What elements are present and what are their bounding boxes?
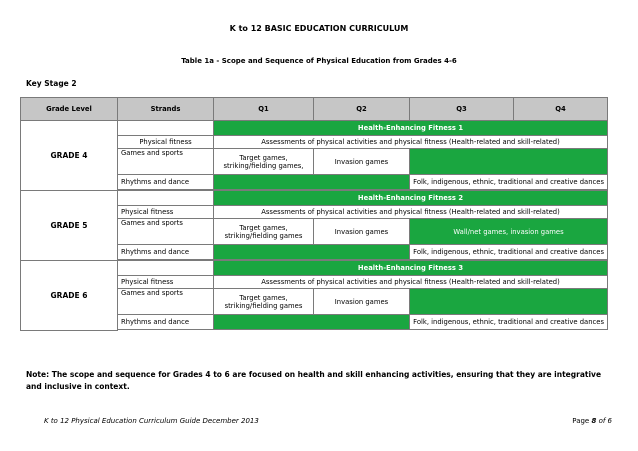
q34-games-cell bbox=[410, 289, 608, 315]
page-title: K to 12 BASIC EDUCATION CURRICULUM bbox=[229, 24, 409, 33]
strand-games: Games and sports bbox=[118, 219, 214, 245]
q12-dance-cell bbox=[214, 175, 410, 190]
fitness-header: Health-Enhancing Fitness 1 bbox=[214, 121, 608, 136]
strand-games: Games and sports bbox=[118, 149, 214, 175]
strand-physical-fitness: Physical fitness bbox=[118, 276, 214, 289]
strand-rhythms: Rhythms and dance bbox=[118, 175, 214, 190]
assessment-cell: Assessments of physical activities and physical fitness (Health-related and skill-related) bbox=[214, 136, 608, 149]
dance-cell: Folk, indigenous, ethnic, traditional and creative dances bbox=[410, 315, 608, 330]
fitness-header-row bbox=[21, 121, 608, 136]
grade-label: GRADE 6 bbox=[21, 261, 118, 331]
header-q3: Q3 bbox=[410, 98, 514, 121]
grade-label: GRADE 5 bbox=[21, 191, 118, 261]
q1-games-cell: Target games, striking/fielding games bbox=[214, 219, 314, 245]
dance-cell: Folk, indigenous, ethnic, traditional and creative dances bbox=[410, 245, 608, 260]
header-q2: Q2 bbox=[314, 98, 410, 121]
q2-games-cell: Invasion games bbox=[314, 289, 410, 315]
strand-rhythms: Rhythms and dance bbox=[118, 245, 214, 260]
page-suffix: of 6 bbox=[596, 417, 612, 425]
strand-rhythms: Rhythms and dance bbox=[118, 315, 214, 330]
header-grade-level: Grade Level bbox=[21, 98, 118, 121]
grade-label: GRADE 4 bbox=[21, 121, 118, 191]
q34-games-cell: Wall/net games, invasion games bbox=[410, 219, 608, 245]
key-stage-label: Key Stage 2 bbox=[26, 79, 77, 88]
assessment-cell: Assessments of physical activities and physical fitness (Health-related and skill-related) bbox=[214, 206, 608, 219]
q12-dance-cell bbox=[214, 245, 410, 260]
page-current: 8 bbox=[591, 417, 597, 425]
fitness-header: Health-Enhancing Fitness 3 bbox=[214, 261, 608, 276]
header-q4: Q4 bbox=[514, 98, 608, 121]
fitness-header-row bbox=[21, 191, 608, 206]
q2-games-cell: Invasion games bbox=[314, 149, 410, 175]
strand-games: Games and sports bbox=[118, 289, 214, 315]
footer-guide-title: K to 12 Physical Education Curriculum Guide December 2013 bbox=[44, 417, 259, 425]
q34-games-cell bbox=[410, 149, 608, 175]
strand-physical-fitness: Physical fitness bbox=[118, 136, 214, 149]
footer-page-number bbox=[572, 417, 612, 425]
page-prefix: Page bbox=[572, 417, 592, 425]
scope-sequence-table bbox=[20, 97, 608, 331]
fitness-header: Health-Enhancing Fitness 2 bbox=[214, 191, 608, 206]
fitness-header-row bbox=[21, 261, 608, 276]
table-header-row bbox=[21, 98, 608, 121]
table-note: Note: The scope and sequence for Grades 4 to 6 are focused on health and skill enhancing activities, ensuring that they are integrative and inclusive in context. bbox=[26, 370, 602, 391]
q2-games-cell: Invasion games bbox=[314, 219, 410, 245]
q1-games-cell: Target games, striking/fielding games bbox=[214, 289, 314, 315]
header-q1: Q1 bbox=[214, 98, 314, 121]
assessment-cell: Assessments of physical activities and physical fitness (Health-related and skill-related) bbox=[214, 276, 608, 289]
q1-games-cell: Target games, striking/fielding games, bbox=[214, 149, 314, 175]
dance-cell: Folk, indigenous, ethnic, traditional and creative dances bbox=[410, 175, 608, 190]
q12-dance-cell bbox=[214, 315, 410, 330]
header-strands: Strands bbox=[118, 98, 214, 121]
strand-physical-fitness: Physical fitness bbox=[118, 206, 214, 219]
table-caption: Table 1a - Scope and Sequence of Physical Education from Grades 4-6 bbox=[181, 57, 457, 65]
